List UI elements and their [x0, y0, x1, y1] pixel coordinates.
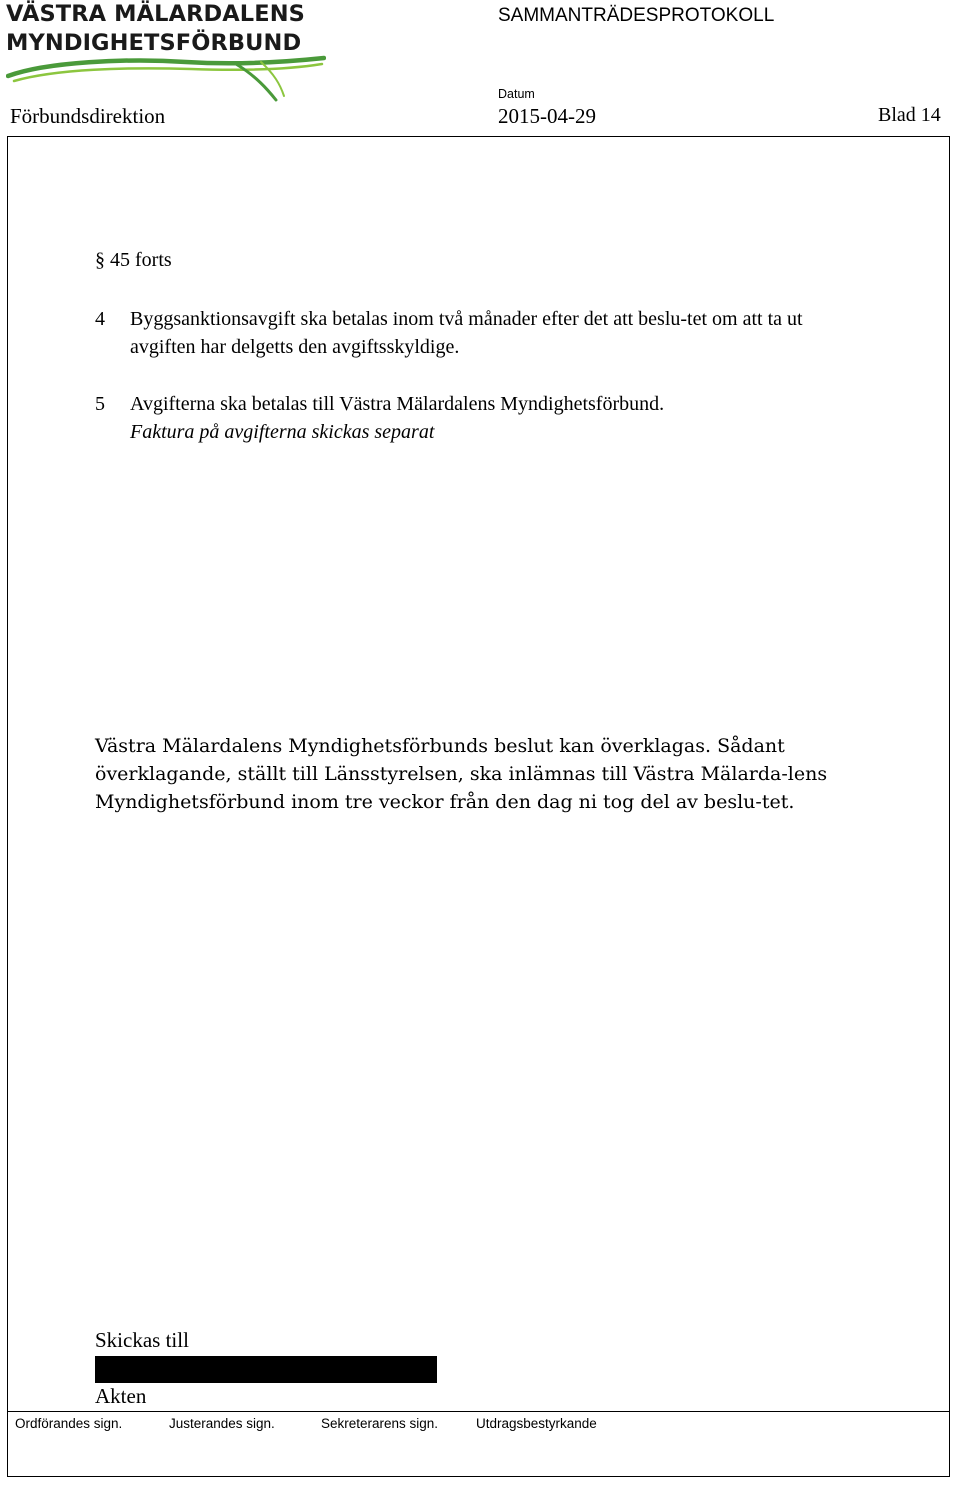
chairman-signature-label: Ordförandes sign.	[15, 1416, 123, 1431]
document-type: SAMMANTRÄDESPROTOKOLL	[498, 5, 775, 26]
decision-item-5	[95, 390, 825, 446]
distribution-archive: Akten	[95, 1384, 147, 1408]
appeal-paragraph: Västra Mälardalens Myndighetsförbunds beslut kan överklagas. Sådant överklagande, ställt till Länsstyrelsen, ska inlämnas till Västra Mälarda-lens Myndighetsförbund inom tre veckor från den dag ni tog del av beslu-tet.	[95, 735, 828, 813]
date-label: Datum	[498, 87, 535, 101]
secretary-signature-label: Sekreterarens sign.	[321, 1416, 439, 1431]
section-heading: § 45 forts	[95, 249, 172, 271]
organization-logo	[6, 0, 326, 105]
footer-divider	[8, 1411, 949, 1412]
department-name: Förbundsdirektion	[10, 104, 166, 128]
sheet-number: Blad 14	[878, 104, 941, 126]
decision-item-4	[95, 305, 825, 361]
logo-text-line1: VÄSTRA MÄLARDALENS	[6, 1, 305, 27]
redacted-recipient	[95, 1356, 437, 1383]
distribution-label: Skickas till	[95, 1328, 189, 1352]
adjuster-signature-label: Justerandes sign.	[169, 1416, 275, 1431]
item-number: 4	[95, 308, 105, 330]
extract-certification-label: Utdragsbestyrkande	[476, 1416, 597, 1431]
item-text: Avgifterna ska betalas till Västra Mälardalens Myndighetsförbund.	[130, 393, 665, 415]
item-text: Byggsanktionsavgift ska betalas inom två månader efter det att beslu-tet om att ta ut avgiften har delgetts den avgiftsskyldige.	[130, 308, 803, 358]
item-note: Faktura på avgifterna skickas separat	[130, 421, 435, 443]
meeting-date: 2015-04-29	[498, 104, 596, 128]
logo-swoosh-icon	[6, 54, 326, 104]
item-number: 5	[95, 393, 105, 415]
logo-text-line2: MYNDIGHETSFÖRBUND	[6, 30, 302, 56]
